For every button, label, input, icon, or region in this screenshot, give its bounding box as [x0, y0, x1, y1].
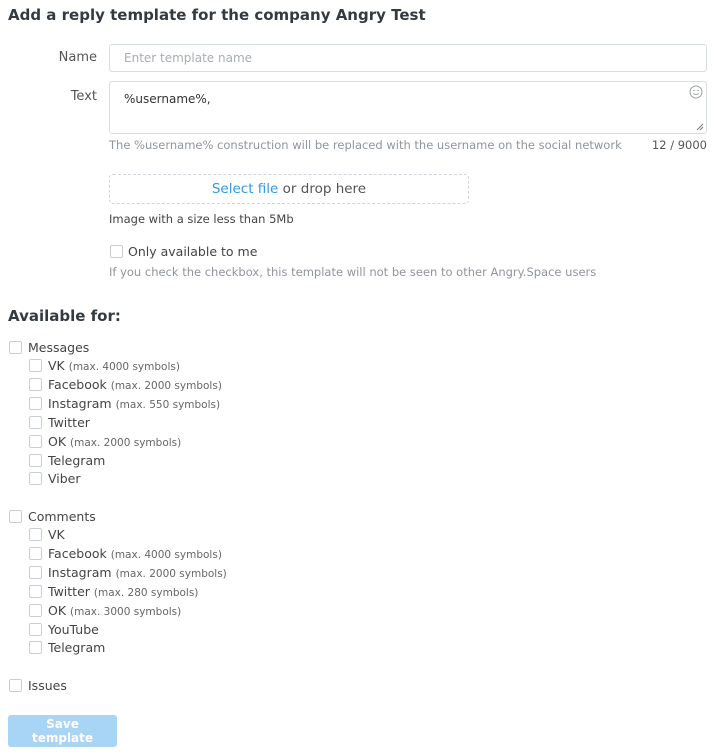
- messages-platform-checkbox[interactable]: [29, 416, 42, 429]
- messages-label: Messages: [28, 340, 90, 355]
- comments-checkbox[interactable]: [9, 510, 22, 523]
- messages-platform-checkbox[interactable]: [29, 397, 42, 410]
- platform-label: [48, 603, 181, 620]
- platform-name: OK: [48, 433, 67, 449]
- text-hint: The %username% construction will be replaced with the username on the social network: [109, 138, 622, 152]
- text-label: Text: [70, 89, 97, 104]
- platform-limit: (max. 550 symbols): [115, 398, 221, 411]
- messages-platform-checkbox[interactable]: [29, 359, 42, 372]
- only-me-checkbox[interactable]: [110, 245, 123, 258]
- platform-limit: (max. 4000 symbols): [110, 548, 222, 561]
- platform-label: [48, 584, 198, 601]
- page-title: Add a reply template for the company Angry Test: [8, 6, 426, 24]
- messages-platform-checkbox[interactable]: [29, 454, 42, 467]
- save-template-button[interactable]: Save template: [8, 715, 117, 747]
- template-text-area[interactable]: [109, 81, 707, 134]
- template-text-value[interactable]: %username%,: [124, 92, 211, 106]
- comments-platform-checkbox[interactable]: [29, 547, 42, 560]
- comments-platform-checkbox[interactable]: [29, 528, 42, 541]
- messages-platform-checkbox[interactable]: [29, 435, 42, 448]
- template-name-input[interactable]: [110, 45, 706, 71]
- messages-platform-checkbox[interactable]: [29, 378, 42, 391]
- select-file-link[interactable]: Select file: [211, 181, 279, 197]
- file-dropzone[interactable]: [109, 174, 469, 204]
- platform-label: [48, 415, 90, 431]
- platform-limit: (max. 4000 symbols): [68, 361, 180, 373]
- platform-limit: (max. 280 symbols): [93, 586, 199, 599]
- comments-label: Comments: [28, 509, 96, 524]
- messages-platform-checkbox[interactable]: [29, 472, 42, 485]
- platform-label: [48, 434, 181, 451]
- platform-name: Instagram: [48, 395, 112, 411]
- platform-name: Instagram: [48, 564, 112, 580]
- platform-label: [48, 396, 220, 413]
- platform-name: Telegram: [48, 640, 106, 656]
- platform-name: VK: [48, 358, 65, 373]
- platform-label: [48, 640, 105, 656]
- platform-name: VK: [48, 527, 65, 542]
- smile-icon[interactable]: [689, 85, 703, 99]
- platform-name: Facebook: [48, 545, 107, 561]
- only-me-label: Only available to me: [128, 244, 258, 259]
- drop-text: or drop here: [278, 181, 367, 197]
- platform-name: Twitter: [48, 414, 90, 430]
- platform-name: YouTube: [48, 621, 99, 637]
- only-me-hint: If you check the checkbox, this template will not be seen to other Angry.Space users: [109, 265, 597, 279]
- available-for-heading: Available for:: [8, 307, 121, 325]
- platform-label: [48, 546, 222, 563]
- platform-label: [48, 622, 99, 638]
- platform-label: [48, 377, 222, 394]
- platform-label: [48, 358, 180, 375]
- platform-limit: (max. 2000 symbols): [70, 436, 182, 449]
- resize-handle-icon[interactable]: [696, 123, 704, 131]
- messages-checkbox[interactable]: [9, 341, 22, 354]
- platform-label: [48, 453, 105, 469]
- name-field-wrapper: [109, 44, 707, 72]
- platform-label: [48, 565, 227, 582]
- comments-platform-checkbox[interactable]: [29, 585, 42, 598]
- platform-label: [48, 471, 81, 487]
- platform-label: [48, 527, 65, 543]
- issues-checkbox[interactable]: [9, 679, 22, 692]
- comments-platform-checkbox[interactable]: [29, 566, 42, 579]
- comments-platform-checkbox[interactable]: [29, 604, 42, 617]
- character-counter: 12 / 9000: [651, 138, 707, 152]
- platform-limit: (max. 2000 symbols): [115, 567, 227, 580]
- platform-limit: (max. 2000 symbols): [110, 379, 222, 392]
- comments-platform-checkbox[interactable]: [29, 623, 42, 636]
- image-size-note: Image with a size less than 5Mb: [109, 212, 294, 226]
- comments-platform-checkbox[interactable]: [29, 641, 42, 654]
- issues-label: Issues: [28, 678, 67, 693]
- platform-name: Viber: [48, 471, 81, 487]
- platform-name: OK: [48, 602, 67, 618]
- name-label: Name: [58, 50, 97, 65]
- platform-limit: (max. 3000 symbols): [70, 605, 182, 618]
- platform-name: Facebook: [48, 376, 107, 392]
- platform-name: Twitter: [48, 583, 90, 599]
- platform-name: Telegram: [48, 452, 106, 468]
